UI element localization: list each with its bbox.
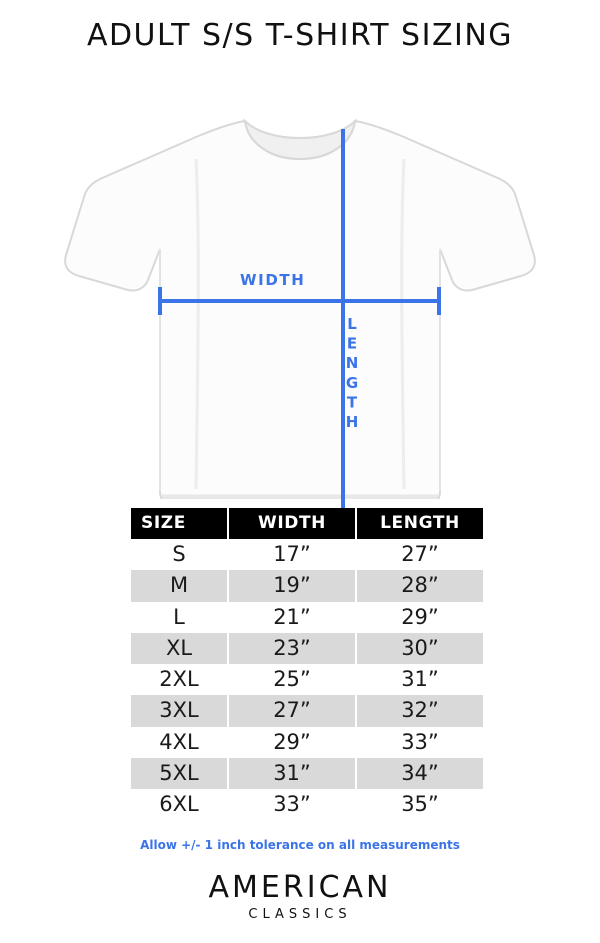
shirt-diagram bbox=[0, 59, 600, 499]
brand-tagline: CLASSICS bbox=[248, 907, 352, 922]
cell-size: XL bbox=[131, 633, 228, 664]
cell-length: 35” bbox=[356, 789, 483, 820]
cell-length: 29” bbox=[356, 602, 483, 633]
cell-length: 31” bbox=[356, 664, 483, 695]
cell-width: 31” bbox=[228, 758, 356, 789]
cell-size: S bbox=[131, 539, 228, 570]
size-table-body bbox=[131, 539, 483, 820]
cell-size: L bbox=[131, 602, 228, 633]
cell-size: 5XL bbox=[131, 758, 228, 789]
cell-width: 29” bbox=[228, 727, 356, 758]
cell-width: 27” bbox=[228, 695, 356, 726]
table-row bbox=[131, 695, 483, 726]
width-measure-line bbox=[160, 299, 441, 303]
cell-length: 27” bbox=[356, 539, 483, 570]
width-label: WIDTH bbox=[240, 271, 306, 289]
size-table bbox=[131, 508, 483, 820]
table-row bbox=[131, 664, 483, 695]
header-size: SIZE bbox=[131, 508, 228, 539]
header-length: LENGTH bbox=[356, 508, 483, 539]
cell-length: 28” bbox=[356, 570, 483, 601]
size-table-container bbox=[131, 508, 469, 820]
table-row bbox=[131, 789, 483, 820]
cell-width: 23” bbox=[228, 633, 356, 664]
cell-length: 30” bbox=[356, 633, 483, 664]
length-label: LENGTH bbox=[343, 315, 361, 433]
page-title: ADULT S/S T-SHIRT SIZING bbox=[86, 18, 514, 53]
cell-width: 21” bbox=[228, 602, 356, 633]
header-width: WIDTH bbox=[228, 508, 356, 539]
table-row bbox=[131, 727, 483, 758]
cell-width: 19” bbox=[228, 570, 356, 601]
table-row bbox=[131, 570, 483, 601]
brand-name: AMERICAN bbox=[208, 870, 392, 905]
width-left-cap bbox=[158, 287, 162, 315]
table-row bbox=[131, 539, 483, 570]
cell-length: 32” bbox=[356, 695, 483, 726]
cell-size: 6XL bbox=[131, 789, 228, 820]
cell-length: 34” bbox=[356, 758, 483, 789]
cell-size: 2XL bbox=[131, 664, 228, 695]
size-table-head bbox=[131, 508, 483, 539]
cell-width: 25” bbox=[228, 664, 356, 695]
table-header-row bbox=[131, 508, 483, 539]
width-right-cap bbox=[437, 287, 441, 315]
cell-width: 17” bbox=[228, 539, 356, 570]
cell-size: 3XL bbox=[131, 695, 228, 726]
table-row bbox=[131, 602, 483, 633]
cell-width: 33” bbox=[228, 789, 356, 820]
tolerance-note: Allow +/- 1 inch tolerance on all measurements bbox=[140, 838, 460, 852]
cell-size: M bbox=[131, 570, 228, 601]
cell-size: 4XL bbox=[131, 727, 228, 758]
table-row bbox=[131, 758, 483, 789]
table-row bbox=[131, 633, 483, 664]
brand-logo bbox=[0, 870, 600, 922]
cell-length: 33” bbox=[356, 727, 483, 758]
